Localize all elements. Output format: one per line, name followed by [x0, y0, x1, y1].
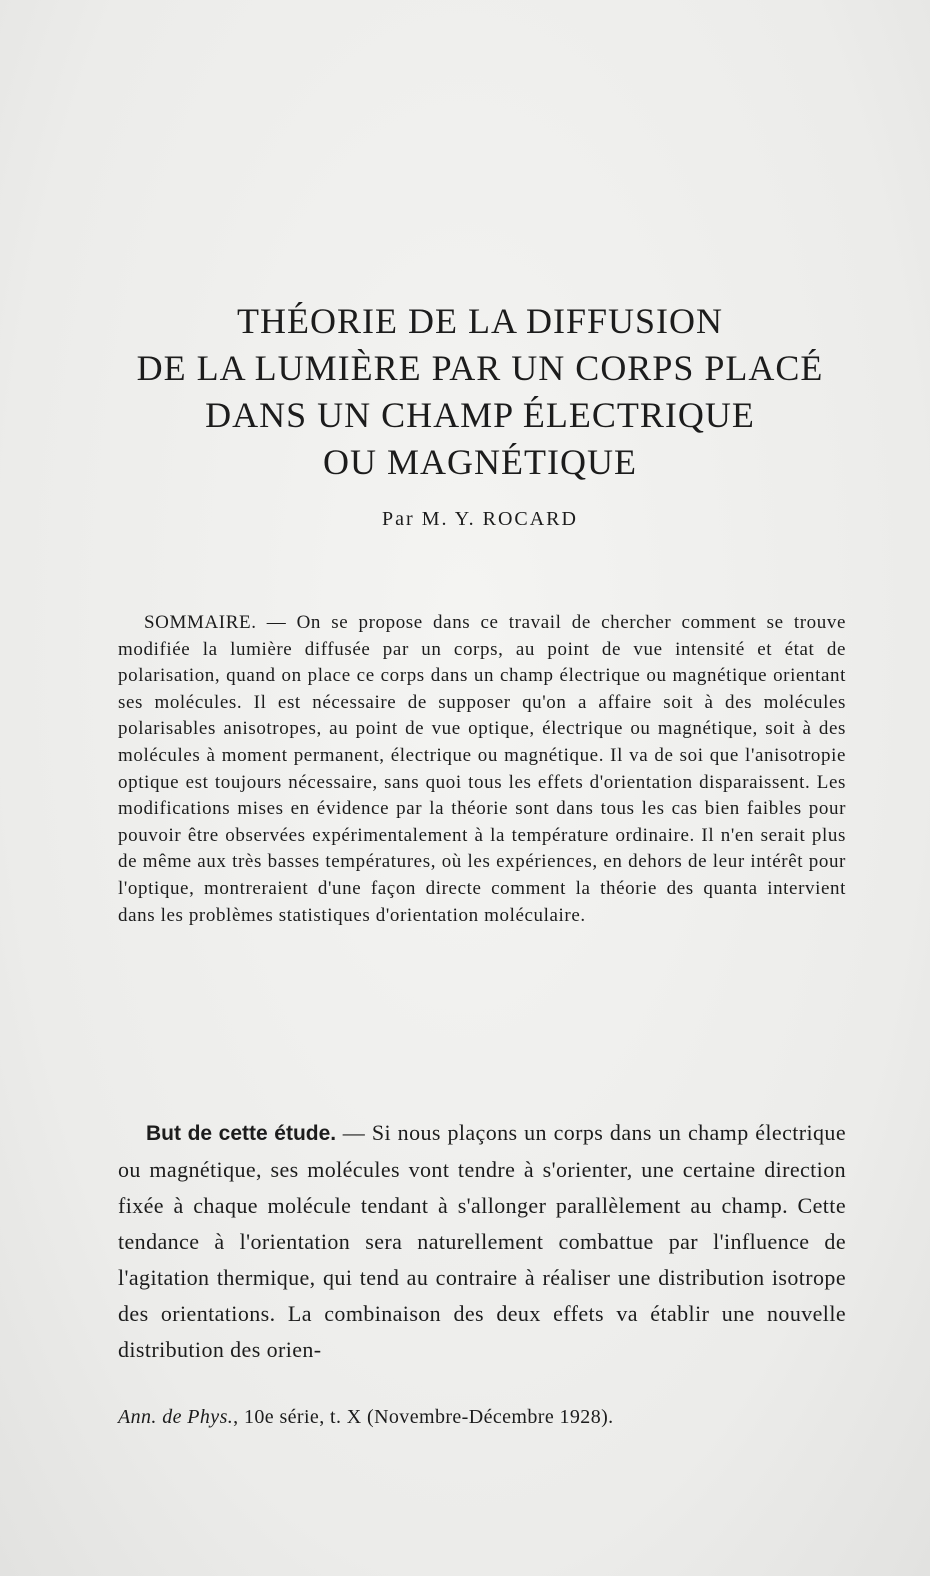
summary-text: — On se propose dans ce travail de chercher comment se trouve modifiée la lumière diffusée par un corps, au point de vue intensité et état de polarisation, quand on place ce corps dans un champ électrique ou magnétique orientant ses molécules. Il est nécessaire de supposer qu'on a affaire soit à des molécules polarisables anisotropes, au point de vue optique, électrique ou magnétique, soit à des molécules à moment permanent, électrique ou magnétique. Il va de soi que l'anisotropie optique est toujours nécessaire, sans quoi tous les effets d'orientation disparaissent. Les modifications mises en évidence par la théorie sont dans tous les cas bien faibles pour pouvoir être observées expérimentalement à la température ordinaire. Il n'en serait plus de même aux très basses températures, où les expériences, en dehors de leur intérêt pour l'optique, montreraient d'une façon directe comment la théorie des quanta intervient dans les problèmes statistiques d'orientation moléculaire.: [118, 612, 846, 926]
title-line-3: DANS UN CHAMP ÉLECTRIQUE: [205, 395, 755, 435]
title-line-2: DE LA LUMIÈRE PAR UN CORPS PLACÉ: [136, 348, 824, 388]
journal-name: Ann. de Phys.: [118, 1406, 234, 1428]
article-title: [100, 298, 860, 486]
body-paragraph: [118, 1115, 846, 1368]
title-line-1: THÉORIE DE LA DIFFUSION: [237, 301, 723, 341]
page-footer-citation: [118, 1406, 846, 1429]
section-heading: But de cette étude.: [146, 1122, 337, 1145]
title-line-4: OU MAGNÉTIQUE: [323, 442, 637, 482]
body-text: — Si nous plaçons un corps dans un champ électrique ou magnétique, ses molécules vont tendre à s'orienter, une certaine direction fixée à chaque molécule tendant à s'allonger parallèlement au champ. Cette tendance à l'orientation sera naturellement combattue par l'influence de l'agitation thermique, qui tend au contraire à réaliser une distribution isotrope des orientations. La combinaison des deux effets va établir une nouvelle distribution des orien-: [118, 1120, 846, 1362]
citation-details: , 10e série, t. X (Novembre-Décembre 1928).: [233, 1406, 614, 1428]
article-author: Par M. Y. ROCARD: [382, 508, 578, 530]
summary-paragraph: [118, 610, 846, 929]
summary-label: SOMMAIRE.: [144, 612, 257, 633]
